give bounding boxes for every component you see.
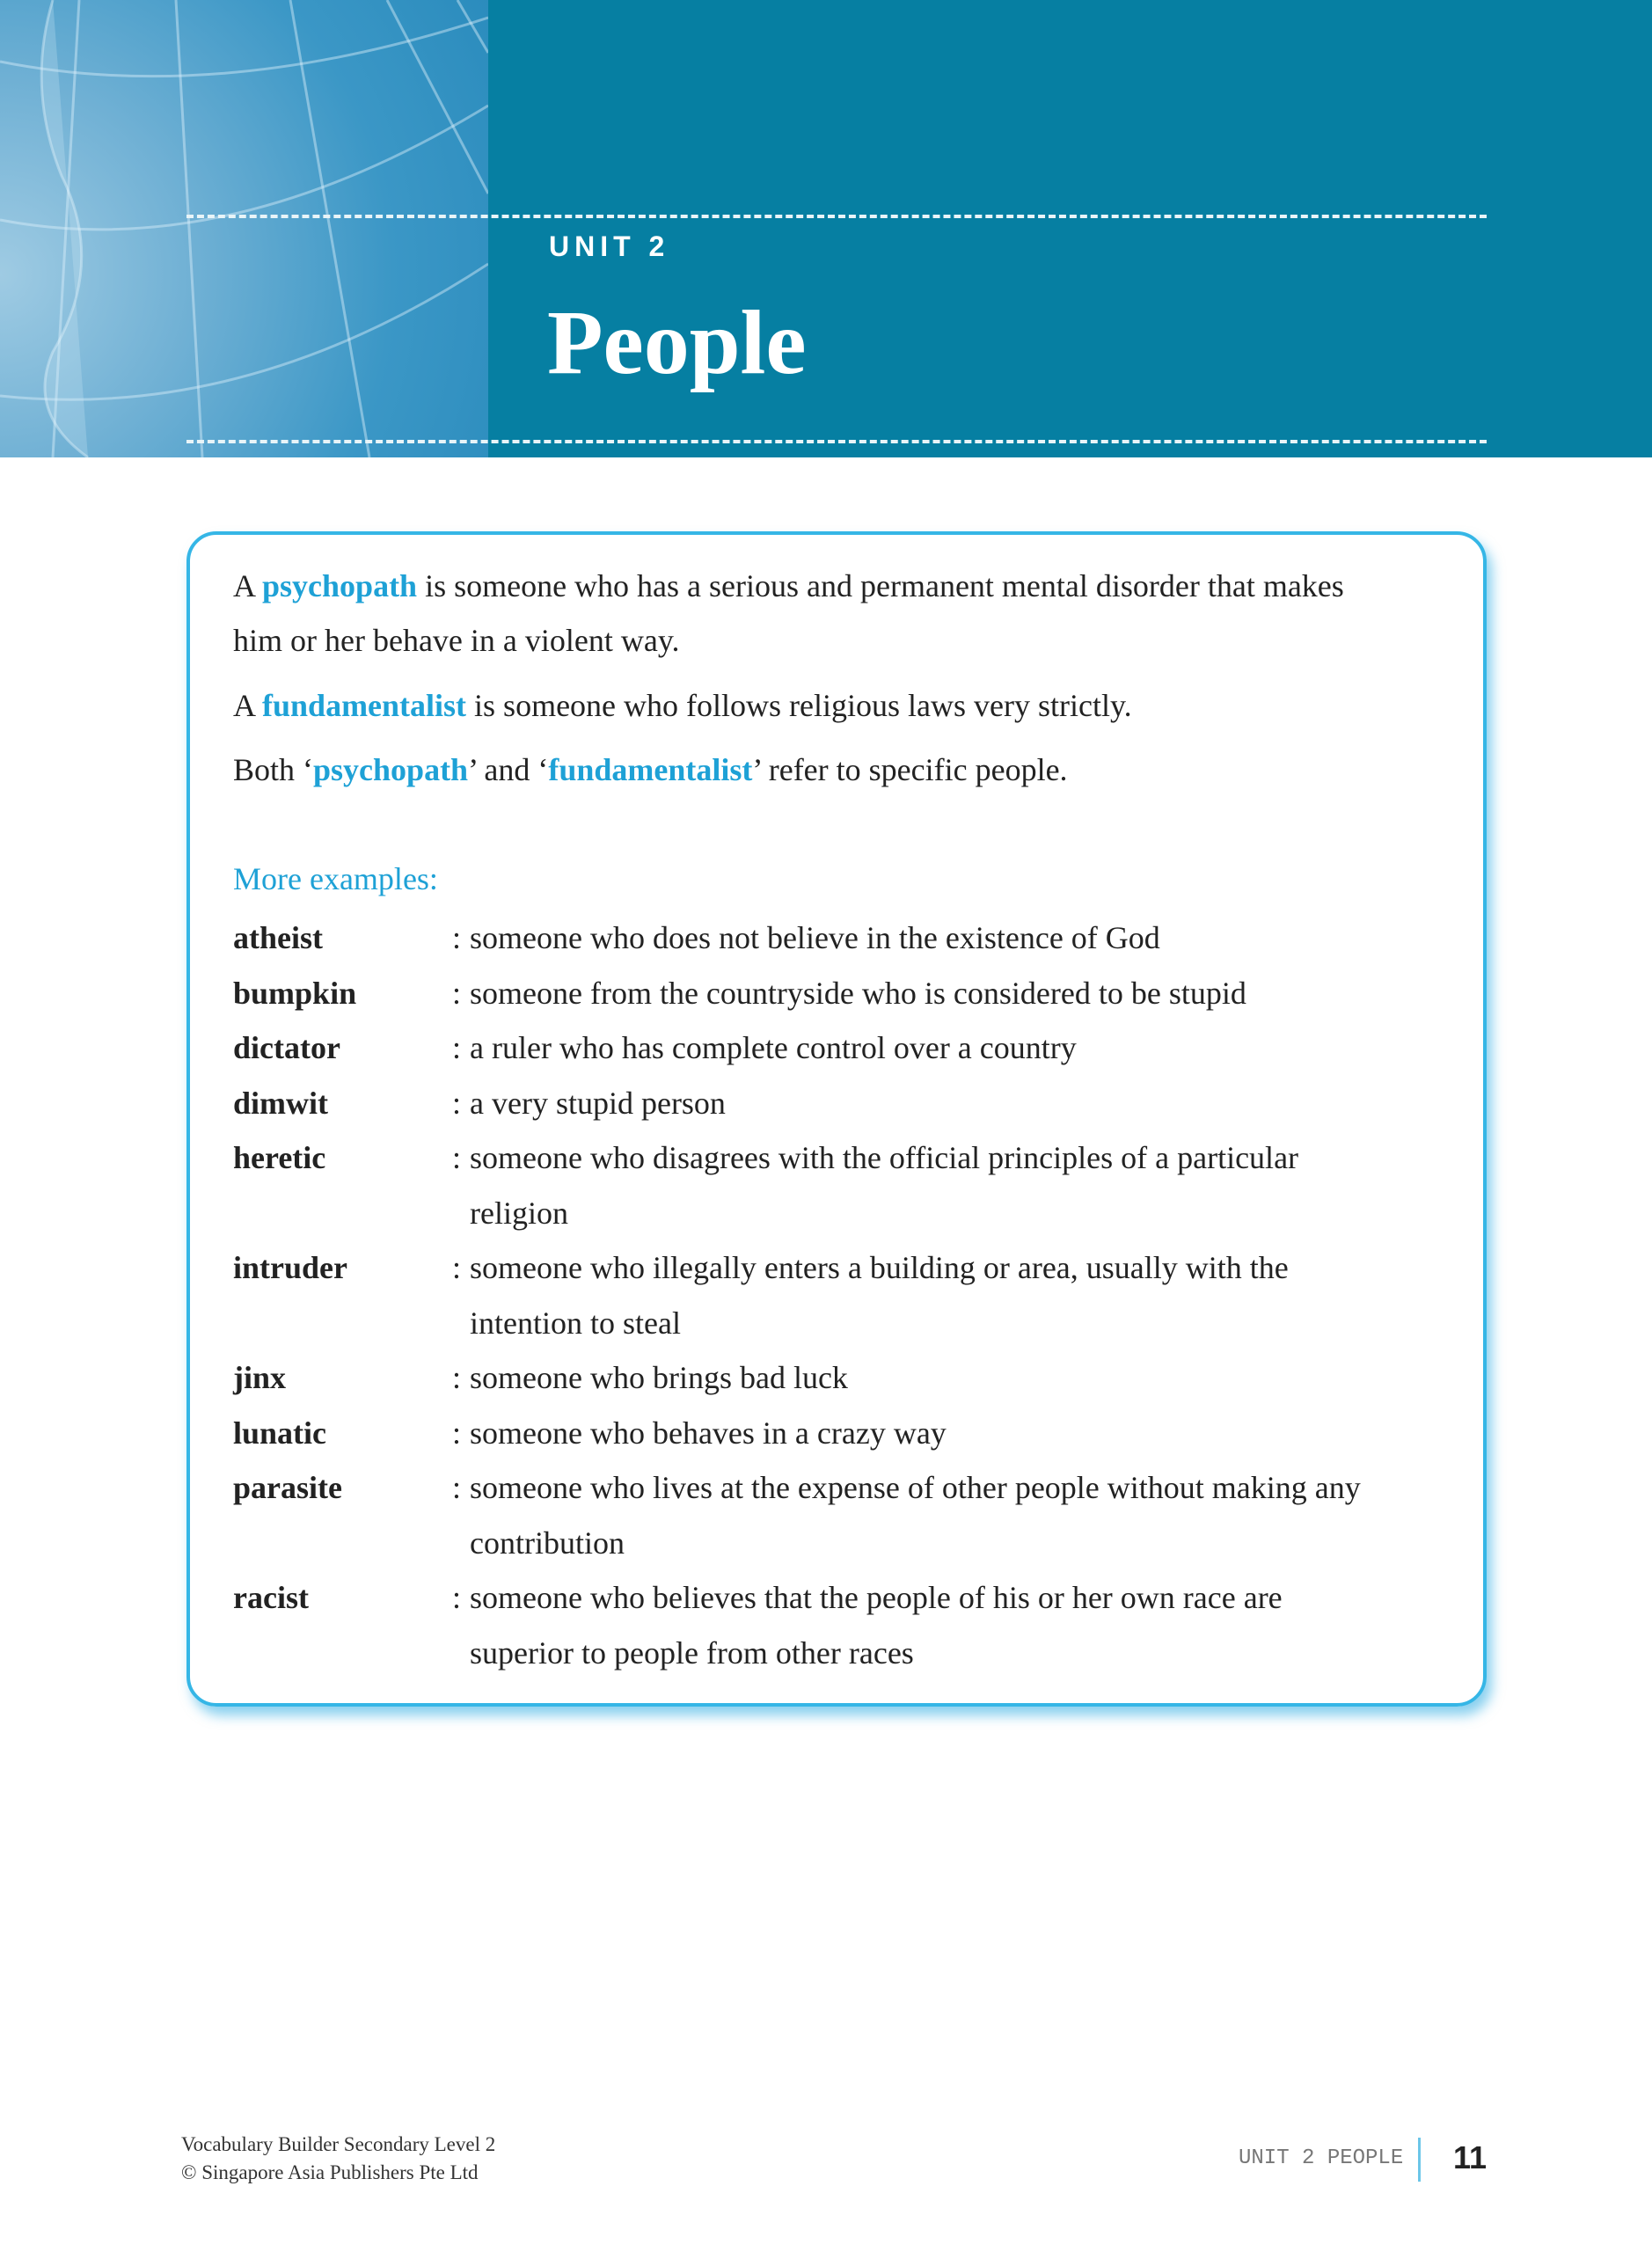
text: ’ and ‘ [468,752,549,787]
glossary-definition: someone who illegally enters a building or area, usually with the [470,1250,1289,1285]
glossary-term: jinx [233,1360,287,1395]
glossary-colon: : [452,1085,462,1121]
glossary-term: dimwit [233,1085,328,1121]
glossary-colon: : [452,1580,462,1615]
glossary-definition: someone who does not believe in the existence of God [470,920,1160,955]
glossary-colon: : [452,1360,462,1395]
glossary-definition: intention to steal [470,1305,681,1341]
highlight-term: psychopath [262,568,418,603]
intro-line-2: him or her behave in a violent way. [233,623,680,658]
glossary-term: atheist [233,920,323,955]
highlight-term: fundamentalist [262,688,467,723]
glossary-colon: : [452,1250,462,1285]
footer-copyright: © Singapore Asia Publishers Pte Ltd [181,2161,479,2183]
intro-line-1 [233,570,1344,602]
glossary-definition: contribution [470,1524,625,1561]
footer-book-title: Vocabulary Builder Secondary Level 2 [181,2133,496,2155]
glossary-definition: someone who brings bad luck [470,1360,848,1395]
intro-line-3 [233,690,1132,721]
glossary-term: bumpkin [233,975,357,1011]
text: A [233,688,263,723]
glossary-definition: religion [470,1195,568,1231]
footer-divider [1418,2138,1421,2182]
glossary-definition: a ruler who has complete control over a country [470,1030,1077,1065]
text: ’ refer to specific people. [752,752,1068,787]
page-number: 11 [1453,2139,1488,2175]
text: Both ‘ [233,752,314,787]
glossary-term: racist [233,1580,309,1615]
glossary-colon: : [452,920,462,955]
glossary-colon: : [452,1030,462,1065]
glossary-term: heretic [233,1140,326,1175]
highlight-term: psychopath [313,752,469,787]
glossary-definition: someone who behaves in a crazy way [470,1415,947,1451]
footer-section: UNIT 2 PEOPLE [1239,2146,1404,2170]
glossary-term: dictator [233,1030,340,1065]
glossary-term: parasite [233,1470,342,1505]
glossary-definition: someone who believes that the people of his or her own race are [470,1580,1283,1615]
glossary-definition: someone who lives at the expense of other people without making any [470,1470,1361,1505]
text: A [233,568,263,603]
globe-image [0,0,488,457]
glossary-colon: : [452,1415,462,1451]
highlight-term: fundamentalist [548,752,753,787]
glossary-term: lunatic [233,1415,327,1451]
text: is someone who follows religious laws very strictly. [466,688,1132,723]
dashed-divider-bottom [186,440,1487,443]
glossary-definition: someone who disagrees with the official principles of a particular [470,1140,1299,1175]
glossary-definition: superior to people from other races [470,1634,914,1671]
glossary-colon: : [452,975,462,1011]
dashed-divider-top [186,215,1487,218]
more-examples-heading: More examples: [233,861,438,896]
page-title: People [547,292,807,393]
glossary-term: intruder [233,1250,347,1285]
glossary-definition: someone from the countryside who is considered to be stupid [470,975,1246,1011]
glossary-colon: : [452,1470,462,1505]
glossary-colon: : [452,1140,462,1175]
unit-label: UNIT 2 [549,230,670,262]
intro-line-4 [233,754,1068,786]
glossary-definition: a very stupid person [470,1085,726,1121]
text: is someone who has a serious and permanent mental disorder that makes [417,568,1344,603]
unit-header [0,0,1652,457]
